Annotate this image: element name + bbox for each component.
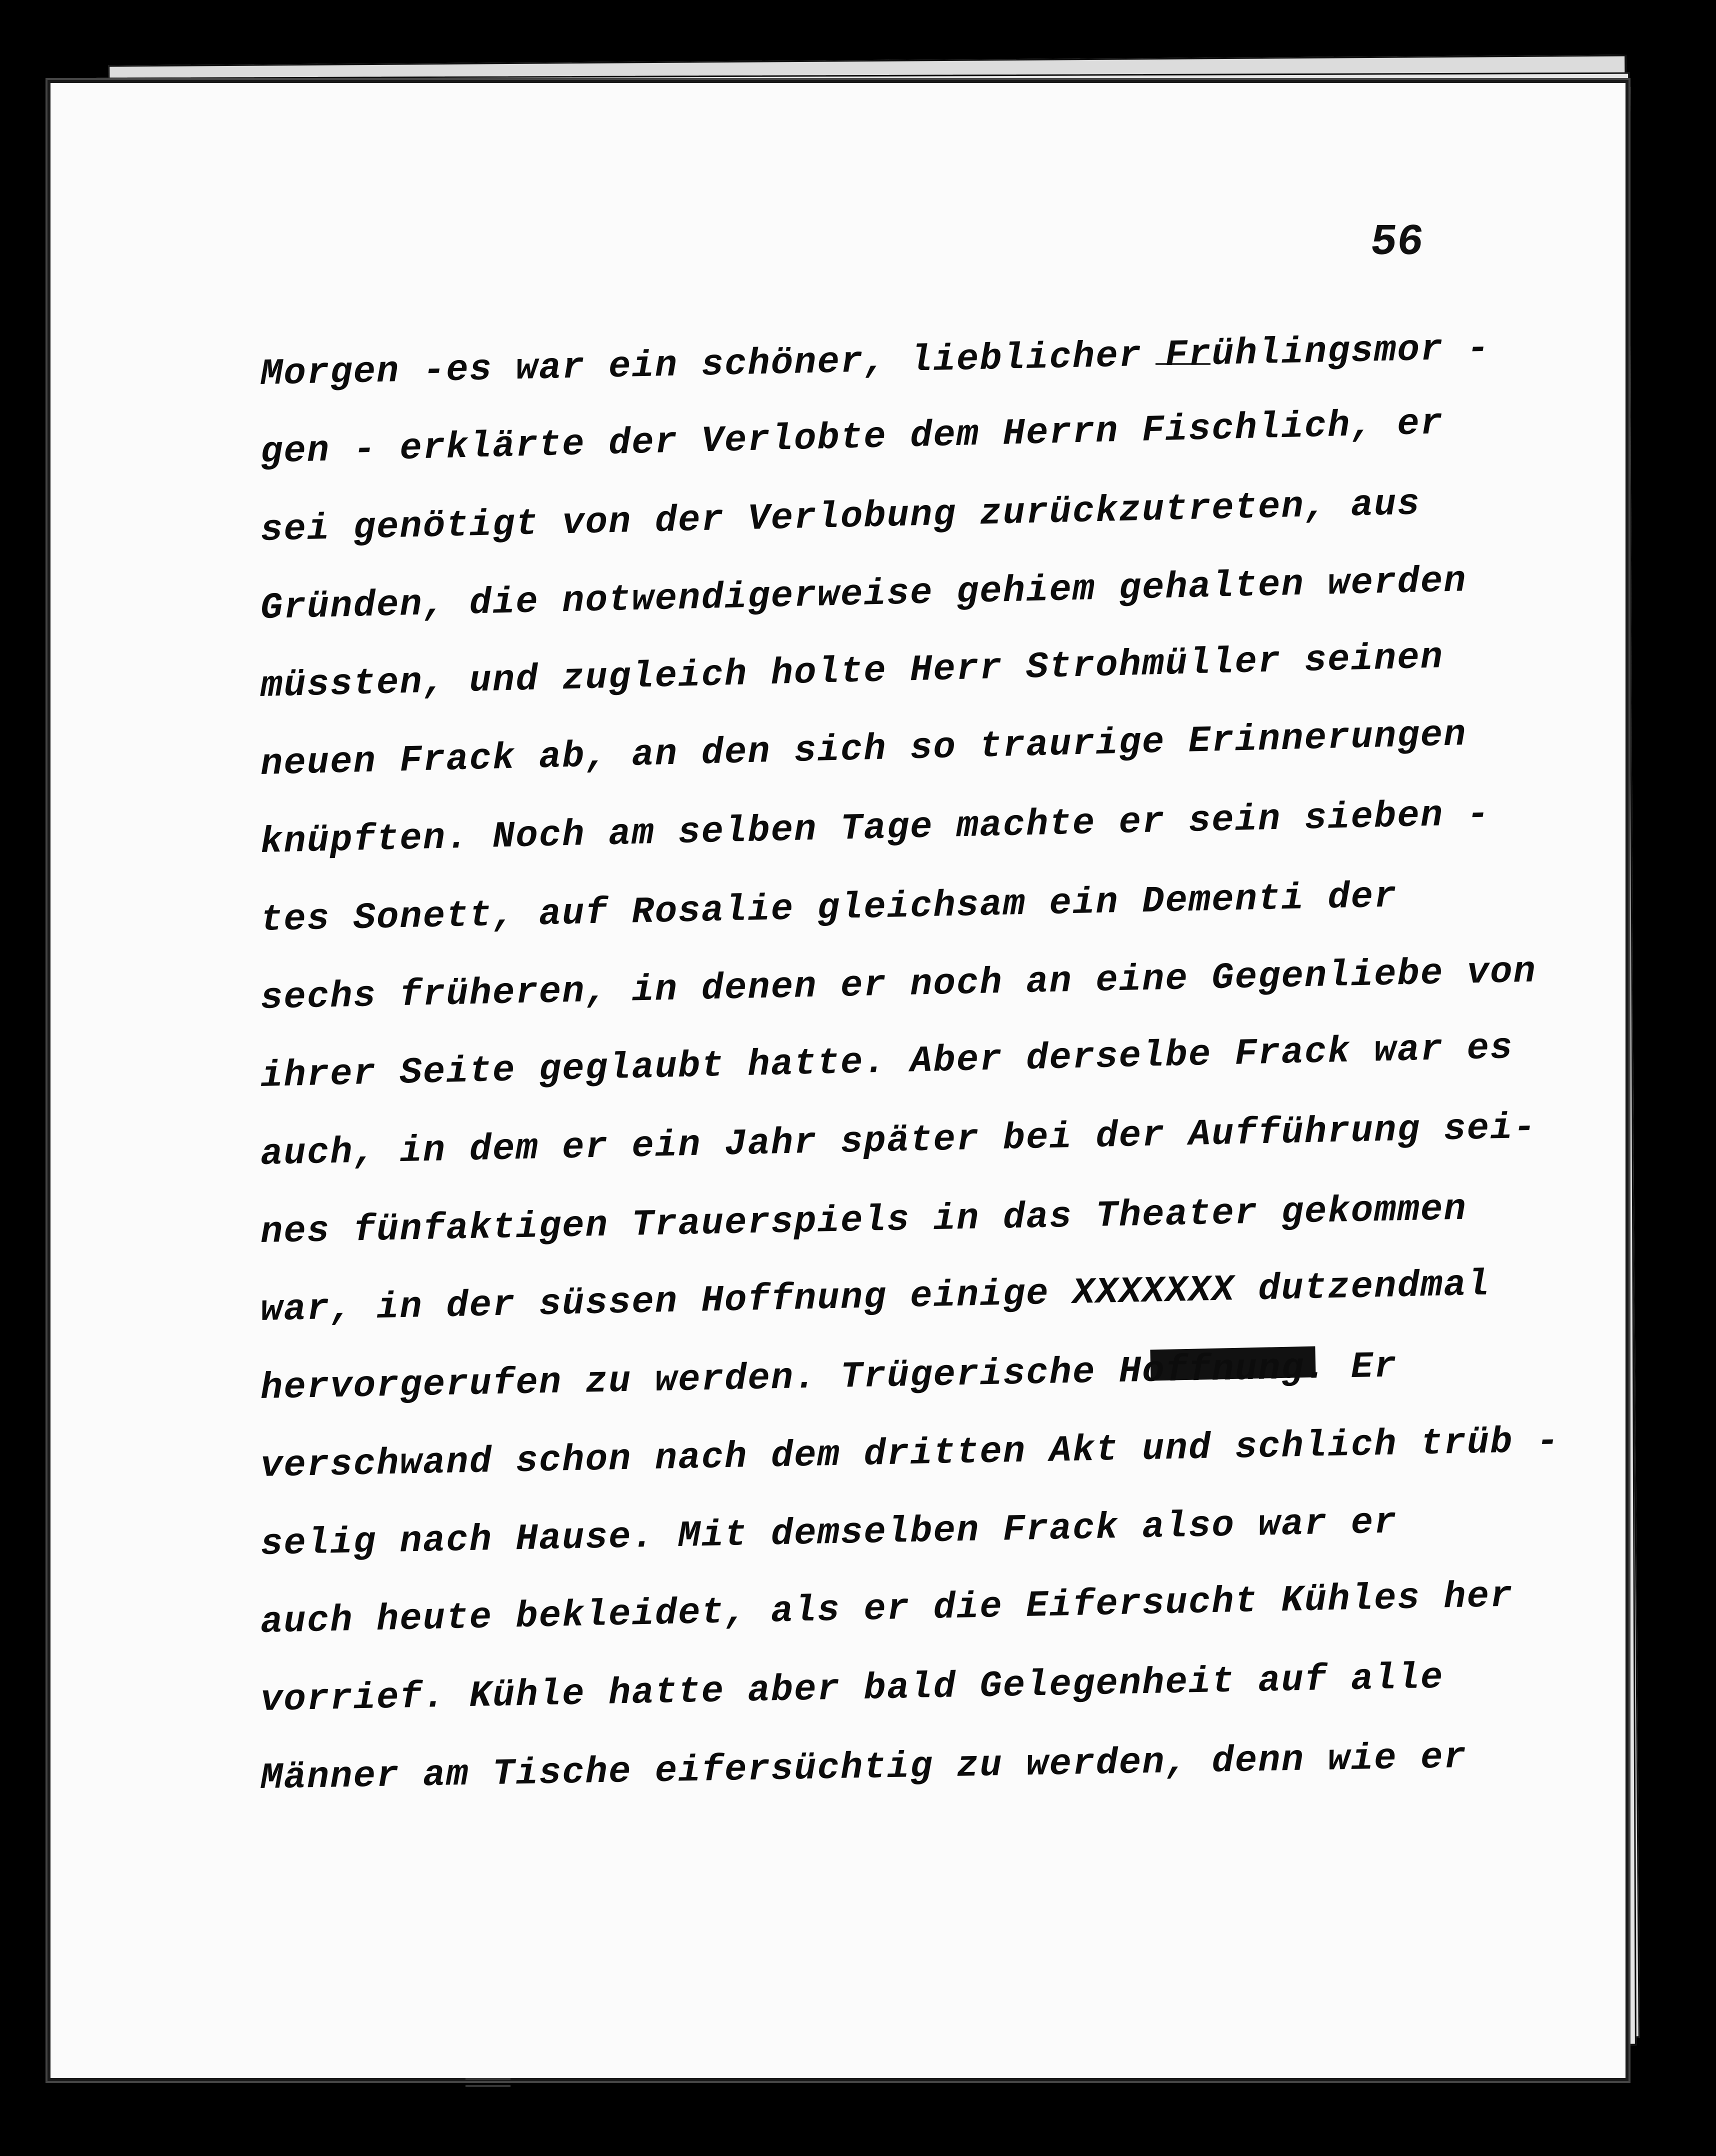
text-line: hervorgerufen zu werden. Trügerische Hoffnung. Er — [260, 1346, 1398, 1410]
text-line: verschwand schon nach dem dritten Akt und schlich trüb - — [260, 1420, 1560, 1488]
text-line: auch, in dem er ein Jahr später bei der Aufführung sei- — [260, 1106, 1537, 1176]
text-line: selig nach Hause. Mit demselben Frack also war er — [260, 1502, 1398, 1566]
body-text — [260, 328, 1560, 1818]
text-line: war, in der süssen Hoffnung einige XXXXXXX dutzendmal — [260, 1264, 1490, 1332]
text-line: auch heute bekleidet, als er die Eifersucht Kühles her — [260, 1575, 1514, 1644]
text-line: tes Sonett, auf Rosalie gleichsam ein Dementi der — [260, 876, 1398, 942]
text-line: Gründen, die notwendigerweise gehiem gehalten werden — [260, 560, 1468, 630]
text-line: neuen Frack ab, an den sich so traurige Erinnerungen — [260, 714, 1468, 786]
text-line: Männer am Tische eifersüchtig zu werden, denn wie er — [260, 1736, 1468, 1800]
text-line: knüpften. Noch am selben Tage machte er sein sieben - — [260, 794, 1490, 864]
typewritten-page — [48, 80, 1628, 2081]
pencil-mark — [466, 2078, 510, 2087]
text-line: müssten, und zugleich holte Herr Strohmüller seinen — [260, 636, 1444, 708]
text-line: nes fünfaktigen Trauerspiels in das Theater gekommen — [260, 1188, 1468, 1254]
text-line: sechs früheren, in denen er noch an eine Gegenliebe von — [260, 950, 1537, 1020]
text-line: ihrer Seite geglaubt hatte. Aber derselbe Frack war es — [260, 1027, 1514, 1098]
text-line: sei genötigt von der Verlobung zurückzutreten, aus — [260, 483, 1421, 552]
text-line: vorrief. Kühle hatte aber bald Gelegenheit auf alle — [260, 1656, 1444, 1722]
text-line: gen - erklärte der Verlobte dem Herrn Fischlich, er — [260, 402, 1444, 474]
page-number: 56 — [1367, 218, 1427, 268]
text-line: Morgen -es war ein schöner, lieblicher Frühlingsmor - — [260, 328, 1490, 396]
